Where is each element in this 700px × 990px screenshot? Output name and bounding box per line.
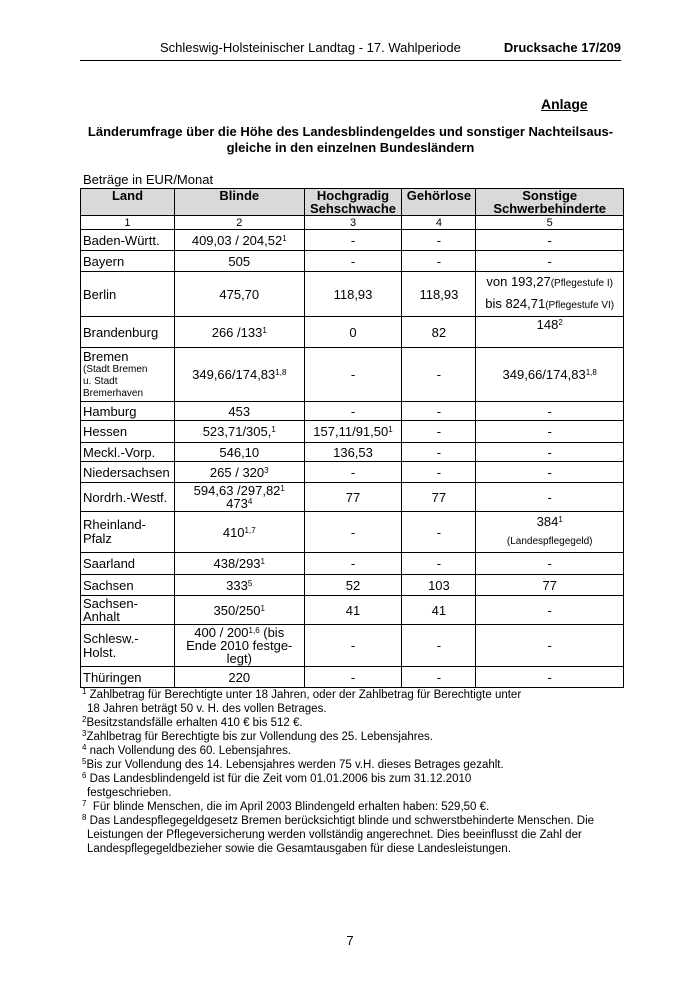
cell-gehoerlose: -	[402, 512, 476, 553]
footnote-ref: 3	[264, 465, 269, 475]
blinde-line-2	[177, 497, 302, 510]
col-header-sonstige-line2: Schwerbehinderte	[493, 201, 607, 216]
cell-land: Saarland	[81, 553, 175, 575]
document-title	[80, 124, 621, 156]
cell-gehoerlose: -	[402, 462, 476, 483]
cell-land	[81, 625, 175, 667]
cell-sonstige: -	[476, 596, 624, 625]
cell-land: Bayern	[81, 251, 175, 272]
table-row	[81, 575, 624, 596]
cell-hochgradig: 52	[304, 575, 402, 596]
cell-hochgradig: 136,53	[304, 443, 402, 462]
cell-value: Holst.	[83, 644, 117, 660]
header-doc-number: Drucksache 17/209	[503, 40, 621, 55]
table-row	[81, 483, 624, 512]
cell-hochgradig: 118,93	[304, 272, 402, 317]
benefits-table	[80, 188, 624, 688]
cell-note: (Stadt Bremen	[83, 363, 148, 375]
cell-gehoerlose: -	[402, 625, 476, 667]
cell-gehoerlose: 82	[402, 317, 476, 348]
cell-land: Hessen	[81, 421, 175, 443]
footnote-4	[82, 744, 622, 758]
footnote-ref: 1	[282, 233, 287, 243]
col-header-hochgradig-line2: Sehschwache	[310, 201, 396, 216]
cell-note: u. Stadt	[83, 375, 118, 387]
col-header-hochgradig	[304, 189, 402, 216]
table-row	[81, 443, 624, 462]
cell-gehoerlose: 77	[402, 483, 476, 512]
cell-value: 438/293	[213, 556, 261, 571]
footnote-ref: 1	[271, 425, 276, 434]
cell-value: bis 824,71	[485, 296, 546, 311]
col-number: 1	[81, 216, 175, 230]
cell-gehoerlose: -	[402, 251, 476, 272]
cell-sonstige: -	[476, 483, 624, 512]
footnote-ref: 1	[388, 425, 393, 434]
footnote-ref: 5	[247, 578, 253, 588]
col-header-hochgradig-line1: Hochgradig	[316, 188, 390, 203]
footnote-ref: 1	[262, 325, 267, 335]
cell-value: 349,66/174,83	[192, 367, 276, 382]
footnote-1-cont: 18 Jahren beträgt 50 v. H. des vollen Betrages.	[87, 703, 327, 715]
footnote-ref: 4	[247, 497, 253, 506]
footnote-8-cont: Leistungen der Pflegeversicherung werden vollständig angerechnet. Dies beeinflusst die Zahl der	[87, 829, 582, 841]
cell-value: 594,63 /297,82	[193, 483, 281, 498]
cell-note: (Pflegestufe VI)	[545, 300, 615, 311]
unit-label: Beträge in EUR/Monat	[83, 172, 214, 187]
cell-sonstige: -	[476, 625, 624, 667]
cell-value: 473	[226, 496, 248, 511]
cell-sonstige	[476, 348, 624, 402]
cell-value: Schlesw.-	[83, 630, 139, 646]
header-title: Schleswig-Holsteinischer Landtag - 17. Wahlperiode	[160, 40, 461, 55]
cell-blinde	[174, 575, 304, 596]
table-row	[81, 272, 624, 317]
cell-land: Nordrh.-Westf.	[81, 483, 175, 512]
cell-value: 148	[536, 317, 559, 332]
footnote-ref: 1,8	[275, 368, 287, 377]
cell-gehoerlose: -	[402, 667, 476, 688]
cell-hochgradig: -	[304, 462, 402, 483]
col-number: 4	[402, 216, 476, 230]
footnote-5	[82, 758, 622, 772]
cell-blinde: 505	[174, 251, 304, 272]
cell-blinde	[174, 553, 304, 575]
cell-sonstige: -	[476, 462, 624, 483]
cell-land: Berlin	[81, 272, 175, 317]
cell-value: 523,71/305,	[202, 424, 272, 439]
cell-note: Bremerhaven	[83, 387, 144, 399]
cell-blinde	[174, 317, 304, 348]
cell-hochgradig: 77	[304, 483, 402, 512]
cell-value: 384	[536, 514, 559, 529]
footnote-text: Besitzstandsfälle erhalten 410 € bis 512 €.	[86, 717, 303, 729]
footnote-ref: 1	[280, 484, 285, 493]
cell-sonstige: -	[476, 443, 624, 462]
footnote-number: 4	[82, 743, 87, 752]
cell-blinde: 453	[174, 402, 304, 421]
cell-gehoerlose: -	[402, 553, 476, 575]
footnote-ref: 1	[558, 515, 563, 524]
cell-blinde	[174, 483, 304, 512]
cell-sonstige: -	[476, 251, 624, 272]
cell-blinde	[174, 462, 304, 483]
page-header	[80, 40, 621, 61]
footnote-ref: 2	[558, 318, 563, 327]
cell-gehoerlose: -	[402, 348, 476, 402]
footnote-1	[82, 688, 622, 702]
footnote-3	[82, 730, 622, 744]
cell-hochgradig: -	[304, 251, 402, 272]
footnote-text: nach Vollendung des 60. Lebensjahres.	[86, 745, 292, 757]
footnote-7	[82, 800, 622, 814]
table-row	[81, 421, 624, 443]
cell-value: 333	[226, 577, 248, 593]
cell-value: 400 / 200	[194, 625, 249, 640]
cell-value: Anhalt	[83, 609, 120, 624]
cell-sonstige: -	[476, 421, 624, 443]
cell-hochgradig: -	[304, 553, 402, 575]
cell-value: 409,03 / 204,52	[191, 232, 283, 248]
footnote-number: 3	[82, 729, 87, 738]
cell-gehoerlose: 103	[402, 575, 476, 596]
cell-sonstige: -	[476, 553, 624, 575]
table-row	[81, 625, 624, 667]
cell-gehoerlose: -	[402, 230, 476, 251]
cell-blinde	[174, 596, 304, 625]
footnote-number: 6	[82, 771, 87, 780]
cell-gehoerlose: 41	[402, 596, 476, 625]
cell-sonstige	[476, 317, 624, 348]
cell-land: Thüringen	[81, 667, 175, 688]
footnote-8-cont: Landespflegegeldbezieher sowie die Gesamtausgaben für diese Landesleistungen.	[87, 843, 511, 855]
footnote-number: 8	[82, 813, 87, 822]
cell-value: Rheinland-	[83, 517, 146, 532]
col-header-land: Land	[81, 189, 175, 216]
blinde-line-3: legt)	[226, 651, 252, 666]
table-row	[81, 553, 624, 575]
cell-sonstige: -	[476, 402, 624, 421]
cell-gehoerlose: -	[402, 421, 476, 443]
cell-blinde	[174, 348, 304, 402]
col-number: 5	[476, 216, 624, 230]
cell-blinde: 546,10	[174, 443, 304, 462]
col-header-sonstige-line1: Sonstige	[522, 188, 578, 203]
footnote-text: Das Landesblindengeld ist für die Zeit vom 01.01.2006 bis zum 31.12.2010	[86, 773, 472, 785]
cell-hochgradig: 0	[304, 317, 402, 348]
cell-hochgradig: -	[304, 512, 402, 553]
cell-blinde: 220	[174, 667, 304, 688]
footnote-number: 2	[82, 715, 87, 724]
cell-blinde: 475,70	[174, 272, 304, 317]
cell-blinde	[174, 230, 304, 251]
footnote-ref: 1	[260, 603, 265, 613]
cell-hochgradig: -	[304, 230, 402, 251]
cell-hochgradig: -	[304, 625, 402, 667]
table-row	[81, 402, 624, 421]
cell-hochgradig	[304, 421, 402, 443]
cell-value: 410	[222, 524, 245, 540]
cell-land: Sachsen	[81, 575, 175, 596]
cell-value: Bremen	[83, 348, 129, 364]
anlage-label: Anlage	[541, 96, 588, 112]
col-header-sonstige	[476, 189, 624, 216]
cell-value: 350/250	[213, 602, 261, 618]
cell-sonstige: -	[476, 667, 624, 688]
cell-value: 349,66/174,83	[502, 367, 586, 382]
cell-land	[81, 512, 175, 553]
cell-blinde	[174, 512, 304, 553]
cell-sonstige: -	[476, 230, 624, 251]
col-header-blinde: Blinde	[174, 189, 304, 216]
cell-land: Niedersachsen	[81, 462, 175, 483]
cell-blinde	[174, 625, 304, 667]
footnote-6-cont: festgeschrieben.	[87, 787, 172, 799]
cell-value: (bis	[259, 625, 285, 640]
table-row	[81, 667, 624, 688]
cell-land: Hamburg	[81, 402, 175, 421]
cell-blinde	[174, 421, 304, 443]
table-header-row	[81, 189, 624, 216]
footnote-number: 1	[82, 687, 87, 696]
footnotes	[82, 688, 622, 856]
table-row	[81, 462, 624, 483]
cell-gehoerlose: -	[402, 402, 476, 421]
cell-note: (Pflegestufe I)	[550, 278, 613, 289]
footnote-6	[82, 772, 622, 786]
cell-value: 157,11/91,50	[313, 424, 389, 439]
footnote-text: Zahlbetrag für Berechtigte unter 18 Jahren, oder der Zahlbetrag für Berechtigte unter	[86, 689, 522, 701]
cell-land: Meckl.-Vorp.	[81, 443, 175, 462]
cell-hochgradig: 41	[304, 596, 402, 625]
footnote-8	[82, 814, 622, 828]
footnote-text: Zahlbetrag für Berechtigte bis zur Vollendung des 25. Lebensjahres.	[86, 731, 433, 743]
cell-sonstige	[476, 272, 624, 317]
table-row	[81, 317, 624, 348]
title-line-1: Länderumfrage über die Höhe des Landesblindengeldes und sonstiger Nachteilsaus-	[87, 124, 614, 139]
cell-value: 266 /133	[211, 324, 263, 340]
table-row	[81, 512, 624, 553]
footnote-text: Bis zur Vollendung des 14. Lebensjahres werden 75 v.H. dieses Betrages gezahlt.	[86, 759, 504, 771]
table-row	[81, 348, 624, 402]
cell-gehoerlose: 118,93	[402, 272, 476, 317]
page-number: 7	[346, 933, 354, 948]
footnote-ref: 1,7	[244, 525, 256, 535]
table-row	[81, 251, 624, 272]
table-row	[81, 596, 624, 625]
cell-sonstige	[476, 512, 624, 553]
cell-note: (Landespflegegeld)	[506, 536, 593, 547]
col-number: 2	[174, 216, 304, 230]
cell-land: Brandenburg	[81, 317, 175, 348]
sonstige-line-2	[478, 294, 621, 316]
footnote-ref: 1,6	[248, 626, 260, 635]
footnote-number: 5	[82, 757, 87, 766]
sonstige-line-1	[478, 272, 621, 294]
table-row	[81, 230, 624, 251]
cell-land	[81, 596, 175, 625]
cell-hochgradig: -	[304, 402, 402, 421]
cell-value: 265 / 320	[209, 464, 265, 480]
cell-hochgradig: -	[304, 667, 402, 688]
footnote-text: Das Landespflegegeldgesetz Bremen berücksichtigt blinde und schwerstbehinderte Menschen. Die	[86, 815, 595, 827]
title-line-2: gleiche in den einzelnen Bundesländern	[226, 140, 475, 155]
cell-value: Sachsen-	[83, 596, 138, 611]
cell-land	[81, 348, 175, 402]
blinde-line-2: Ende 2010 festge-	[186, 638, 293, 653]
sonstige-line-1	[478, 512, 621, 532]
footnote-2	[82, 716, 622, 730]
cell-hochgradig: -	[304, 348, 402, 402]
col-number: 3	[304, 216, 402, 230]
footnote-ref: 1,8	[585, 368, 597, 377]
cell-sonstige: 77	[476, 575, 624, 596]
column-number-row	[81, 216, 624, 230]
cell-land: Baden-Württ.	[81, 230, 175, 251]
footnote-ref: 1	[260, 557, 265, 566]
cell-gehoerlose: -	[402, 443, 476, 462]
cell-value: von 193,27	[486, 274, 551, 289]
footnote-text: Für blinde Menschen, die im April 2003 Blindengeld erhalten haben: 529,50 €.	[86, 801, 490, 813]
cell-value: Pfalz	[83, 531, 112, 546]
col-header-gehoerlose: Gehörlose	[402, 189, 476, 216]
footnote-number: 7	[82, 799, 87, 808]
